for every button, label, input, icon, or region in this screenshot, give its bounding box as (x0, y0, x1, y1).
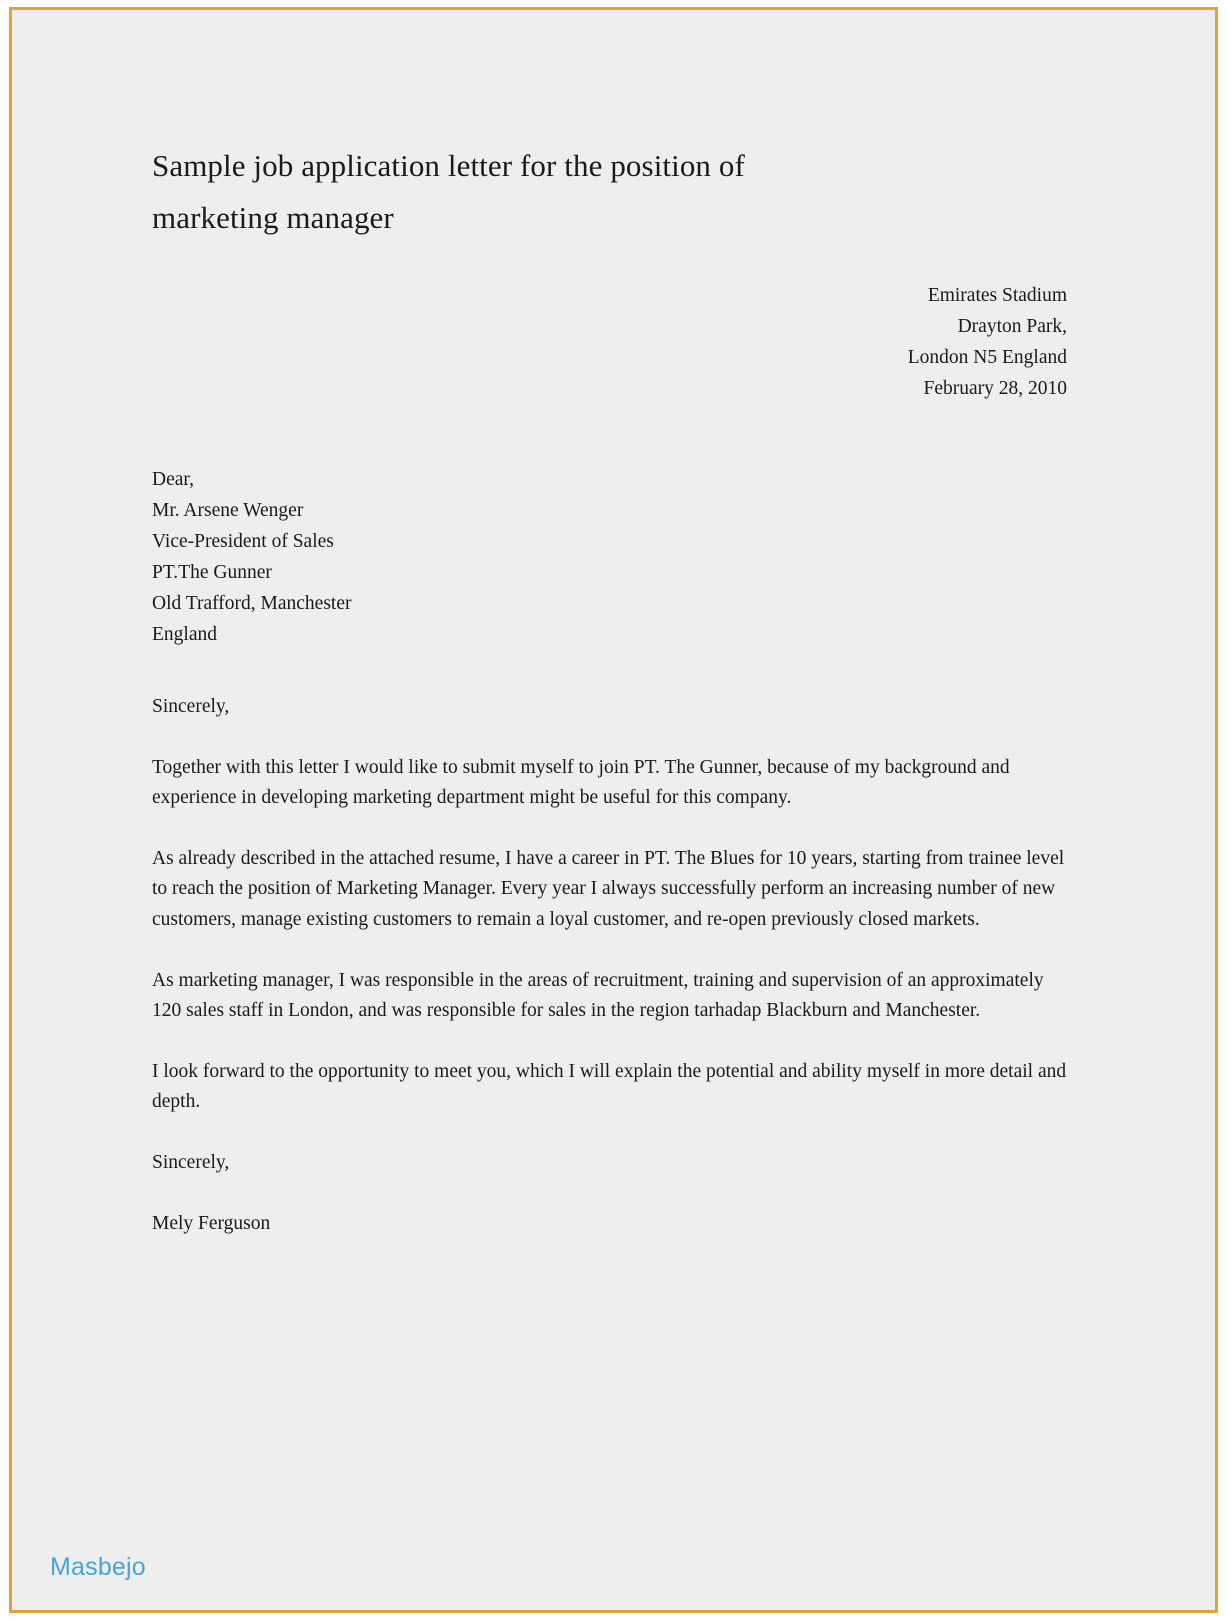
sender-address-line: Drayton Park, (957, 316, 1067, 337)
recipient-company: PT.The Gunner (152, 562, 272, 583)
document-sheet (12, 10, 1215, 1610)
recipient-name: Mr. Arsene Wenger (152, 500, 304, 521)
sender-address-line: London N5 England (907, 347, 1067, 368)
page-title (152, 140, 1067, 244)
opening-greeting: Sincerely, (152, 696, 230, 717)
body-paragraph-4: I look forward to the opportunity to meet you, which I will explain the potential and ability myself in more detail and depth. (152, 1060, 1067, 1113)
body-paragraph-1: Together with this letter I would like to submit myself to join PT. The Gunner, because of my background and experience in developing marketing department might be useful for this company. (152, 756, 1010, 809)
recipient-country: England (152, 624, 217, 645)
body-paragraph-3: As marketing manager, I was responsible in the areas of recruitment, training and supervision of an approximately 120 sales staff in London, and was responsible for sales in the region tarhadap Blackburn and Manchester. (152, 969, 1044, 1022)
page-title-line-2: marketing manager (152, 200, 394, 235)
watermark-logo: Masbejo (50, 1553, 146, 1581)
letter-body (152, 140, 1067, 1239)
signature-name: Mely Ferguson (152, 1212, 271, 1234)
recipient-street: Old Trafford, Manchester (152, 593, 352, 614)
sender-address-block (152, 280, 1067, 404)
letter-date: February 28, 2010 (923, 378, 1067, 399)
closing-salutation: Sincerely, (152, 1151, 230, 1173)
body-paragraph-2: As already described in the attached resume, I have a career in PT. The Blues for 10 years, starting from trainee level to reach the position of Marketing Manager. Every year I always successfully perform an increasing number of new customers, manage existing customers to remain a loyal customer, and re-open previously closed markets. (152, 847, 1065, 930)
letter-content (152, 692, 1067, 1239)
page-title-line-1: Sample job application letter for the position of (152, 148, 745, 183)
recipient-title: Vice-President of Sales (152, 531, 334, 552)
salutation: Dear, (152, 469, 194, 490)
sender-address-line: Emirates Stadium (927, 285, 1067, 306)
recipient-address-block (152, 464, 1067, 650)
